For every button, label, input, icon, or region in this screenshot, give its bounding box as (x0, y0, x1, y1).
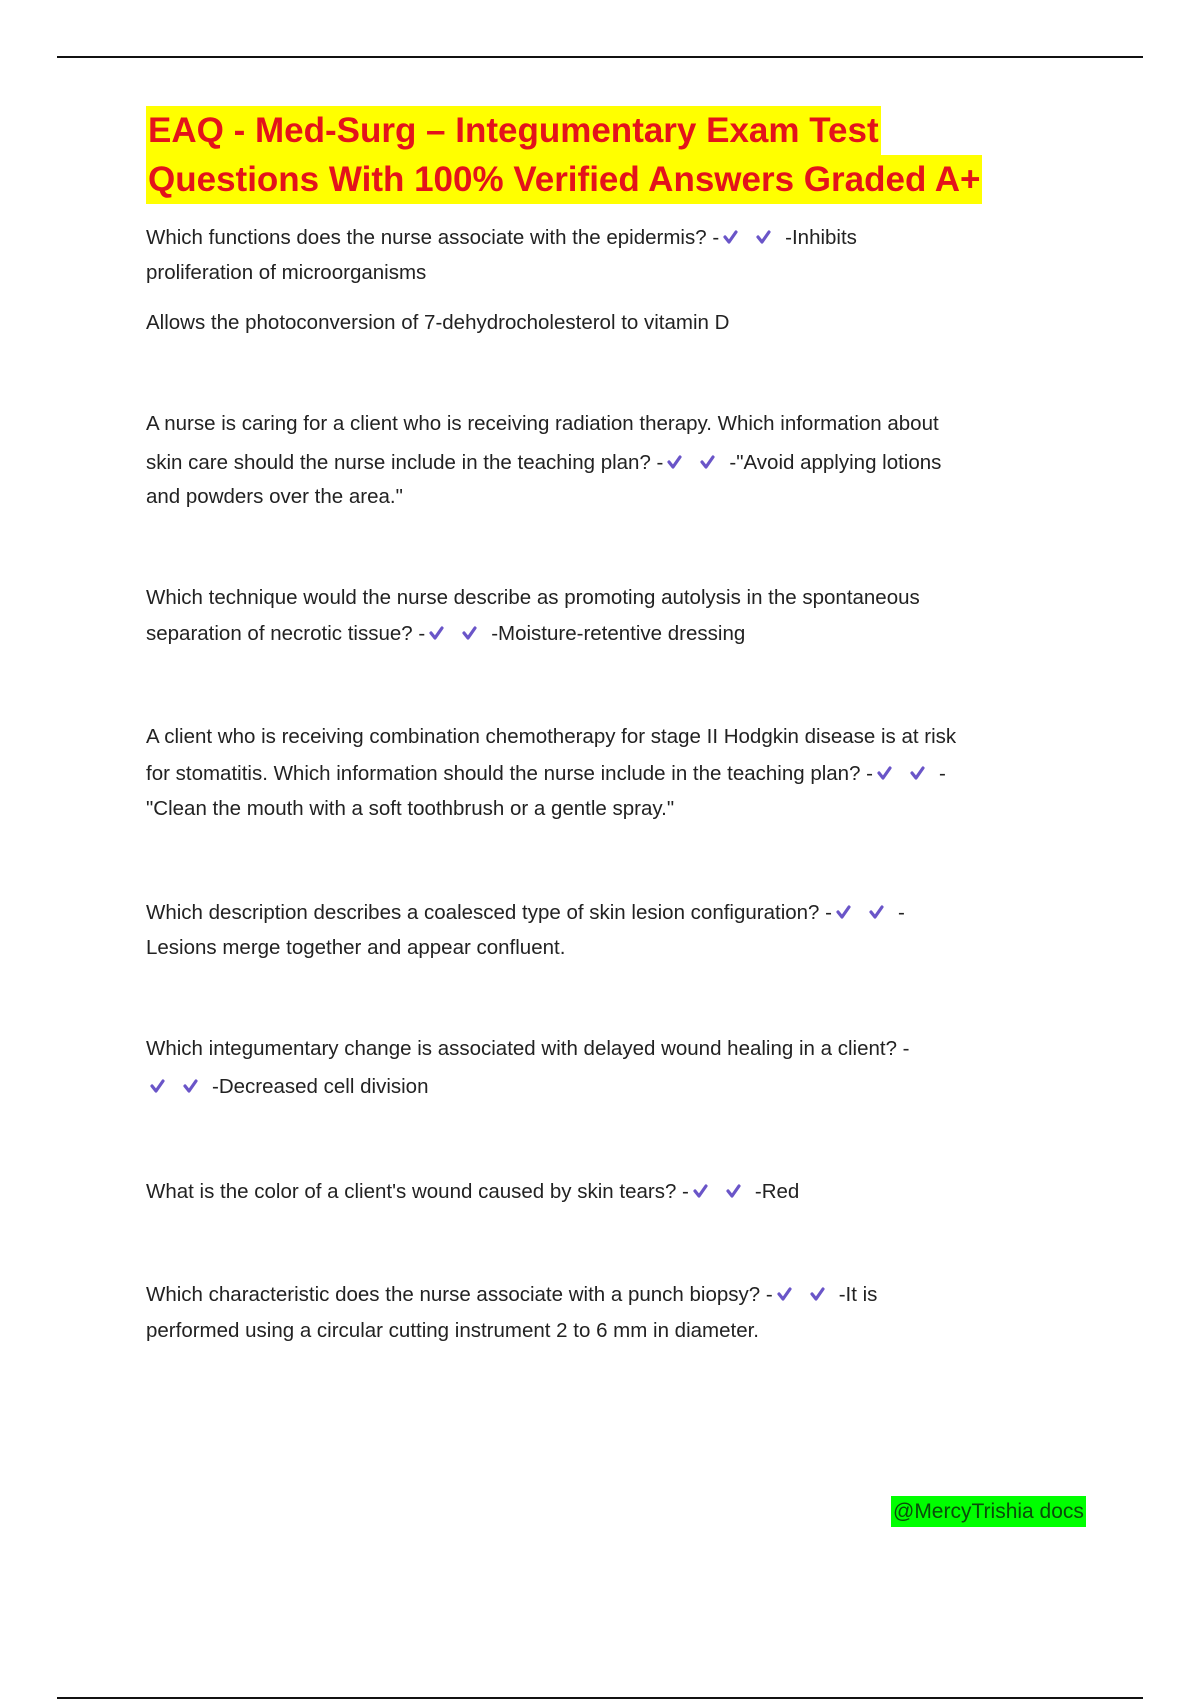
qa-text: for stomatitis. Which information should the nurse include in the teaching plan? - (146, 762, 873, 785)
checkmark-icon (667, 453, 693, 471)
qa-line (146, 311, 729, 335)
checkmark-icon (777, 1285, 803, 1303)
answer-text: -It is (838, 1283, 878, 1306)
qa-text: Lesions merge together and appear confluent. (146, 936, 566, 959)
qa-line (146, 762, 946, 786)
qa-text: A client who is receiving combination chemotherapy for stage II Hodgkin disease is at risk (146, 725, 957, 748)
checkmark-icon (693, 1182, 719, 1200)
qa-line (146, 226, 857, 250)
qa-line (146, 797, 674, 821)
qa-line (146, 485, 403, 509)
checkmark-icon (910, 764, 936, 782)
qa-line (146, 1283, 877, 1307)
checkmark-icon (723, 228, 749, 246)
answer-text: -Inhibits (785, 226, 857, 249)
qa-line (146, 622, 745, 646)
answer-text: - (897, 901, 905, 924)
top-rule (57, 56, 1143, 58)
qa-line (146, 901, 905, 925)
answer-text: -"Avoid applying lotions (729, 451, 942, 474)
checkmark-icon (726, 1182, 752, 1200)
qa-line (146, 451, 941, 475)
answer-text: -Decreased cell division (212, 1075, 429, 1098)
qa-text: What is the color of a client's wound caused by skin tears? - (146, 1180, 689, 1203)
qa-text: skin care should the nurse include in the teaching plan? - (146, 451, 664, 474)
qa-text: "Clean the mouth with a soft toothbrush or a gentle spray." (146, 797, 675, 820)
title-line-1: EAQ - Med-Surg – Integumentary Exam Test (146, 106, 881, 155)
qa-line (146, 1037, 910, 1061)
checkmark-icon (869, 903, 895, 921)
qa-line (146, 1075, 428, 1099)
checkmark-icon (877, 764, 903, 782)
qa-line (146, 261, 426, 285)
qa-line (146, 1180, 799, 1204)
checkmark-icon (183, 1077, 209, 1095)
checkmark-icon (810, 1285, 836, 1303)
qa-text: Which characteristic does the nurse associate with a punch biopsy? - (146, 1283, 773, 1306)
qa-text: separation of necrotic tissue? - (146, 622, 426, 645)
answer-text: - (939, 762, 946, 785)
checkmark-icon (700, 453, 726, 471)
title-line-2: Questions With 100% Verified Answers Graded A+ (146, 155, 982, 204)
checkmark-icon (836, 903, 862, 921)
document-title (146, 106, 982, 204)
qa-text: Which integumentary change is associated with delayed wound healing in a client? - (146, 1037, 910, 1060)
qa-text: and powders over the area." (146, 485, 403, 508)
checkmark-icon (150, 1077, 176, 1095)
qa-text: A nurse is caring for a client who is receiving radiation therapy. Which information about (146, 412, 939, 435)
answer-text: -Moisture-retentive dressing (491, 622, 746, 645)
watermark: @MercyTrishia docs (891, 1496, 1086, 1527)
qa-text: Which description describes a coalesced type of skin lesion configuration? - (146, 901, 832, 924)
qa-text: proliferation of microorganisms (146, 261, 427, 284)
answer-text: -Red (754, 1180, 800, 1203)
qa-text: performed using a circular cutting instrument 2 to 6 mm in diameter. (146, 1319, 759, 1342)
qa-text: Which functions does the nurse associate with the epidermis? - (146, 226, 720, 249)
qa-text: Which technique would the nurse describe as promoting autolysis in the spontaneous (146, 586, 920, 609)
bottom-rule (57, 1697, 1143, 1699)
qa-line (146, 936, 565, 960)
qa-line (146, 1319, 759, 1343)
qa-line (146, 725, 956, 749)
checkmark-icon (756, 228, 782, 246)
checkmark-icon (429, 624, 455, 642)
qa-line (146, 586, 920, 610)
checkmark-icon (462, 624, 488, 642)
qa-line (146, 412, 939, 436)
qa-text: Allows the photoconversion of 7-dehydrocholesterol to vitamin D (146, 311, 730, 334)
